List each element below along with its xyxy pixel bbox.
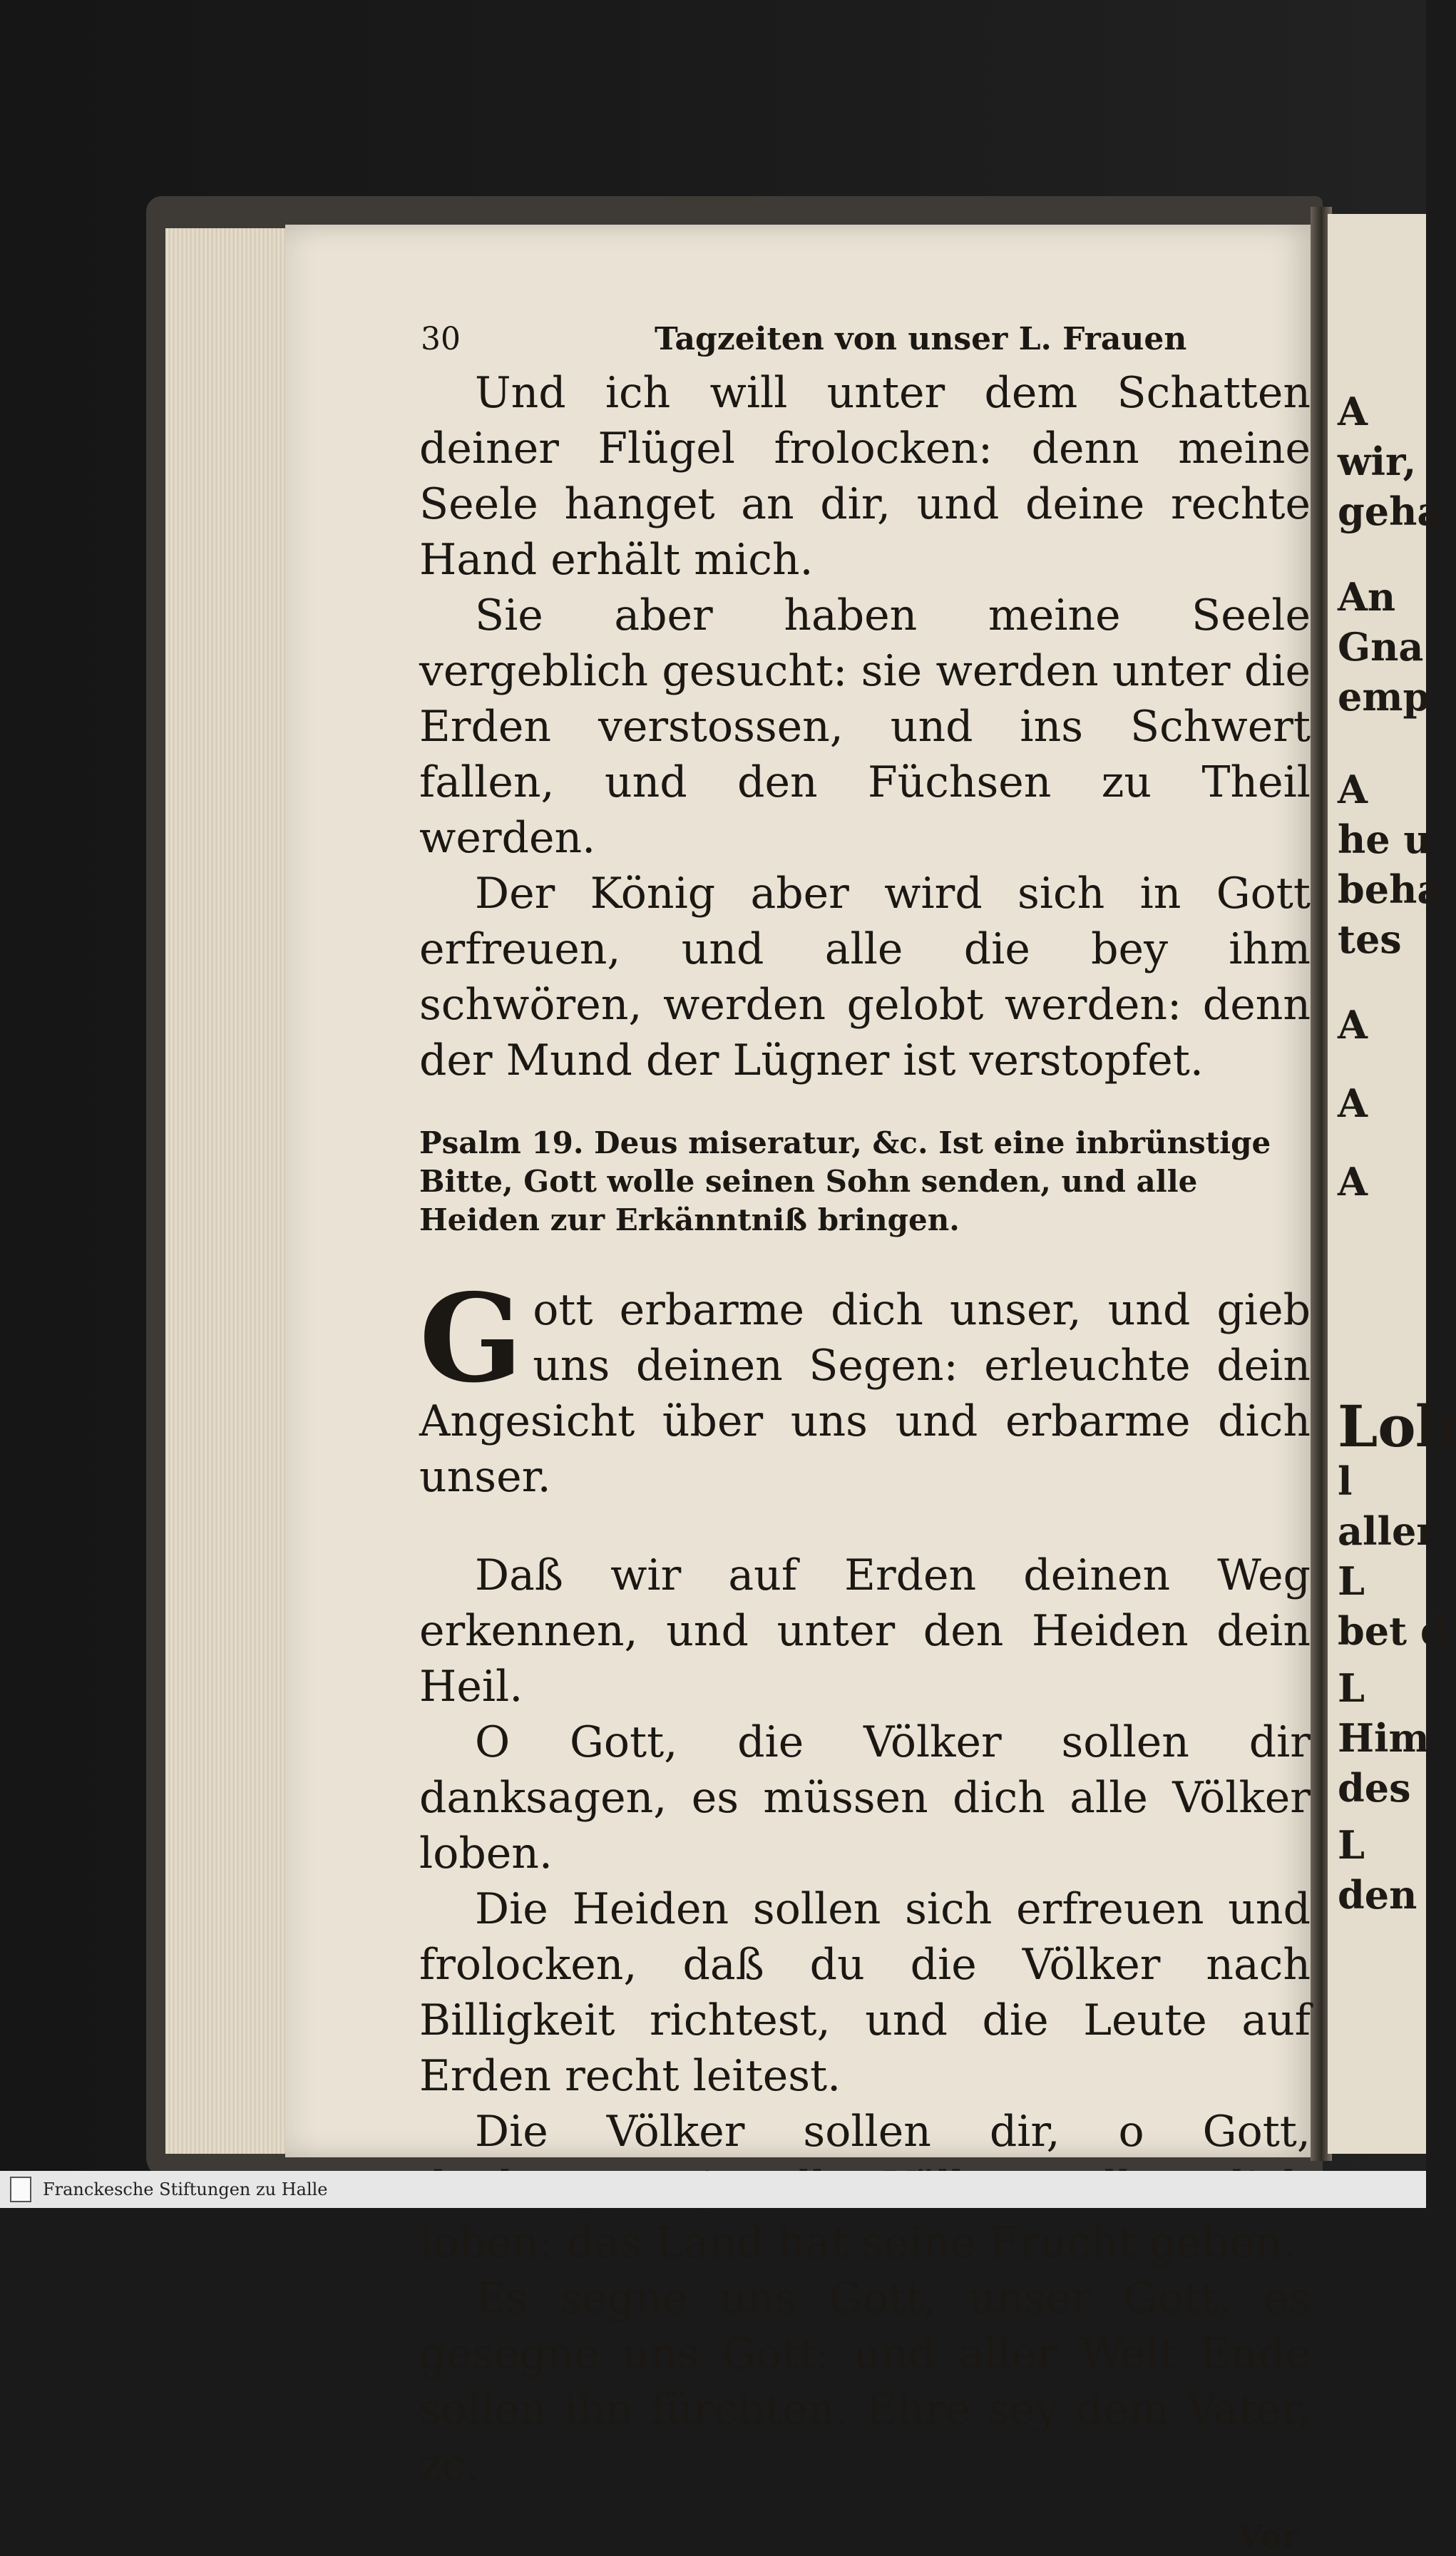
facing-fragment: bet d xyxy=(1338,1608,1447,1654)
opening-verse xyxy=(419,1267,1311,1505)
facing-fragment: A xyxy=(1338,1159,1368,1205)
verse: Sie aber haben meine Seele vergeblich gesucht: sie werden unter die Erden verstossen, und ins Schwert fallen, und den Füchsen zu Theil werden. xyxy=(419,591,1311,863)
facing-fragment: l xyxy=(1338,1458,1353,1504)
verse: Daß wir auf Erden deinen Weg erkennen, und unter den Heiden dein Heil. xyxy=(419,1550,1311,1712)
running-head xyxy=(419,314,1311,365)
verse: Der König aber wird sich in Gott erfreuen, und alle die bey ihm schwören, werden gelobt werden: denn der Mund der Lügner ist verstopfet. xyxy=(419,869,1311,1085)
facing-fragment: aller xyxy=(1338,1508,1437,1554)
facing-fragment: beha xyxy=(1338,867,1442,912)
opening-verse-text: ott erbarme dich unser, und gieb uns deinen Segen: erleuchte dein Angesicht über uns und erbarme dich unser. xyxy=(419,1285,1311,1502)
facing-fragment: Him xyxy=(1338,1715,1430,1761)
institution-logo-icon xyxy=(10,2177,31,2202)
facing-fragment: A xyxy=(1338,1002,1368,1048)
facing-fragment: tes xyxy=(1338,916,1402,962)
facing-fragment: emp xyxy=(1338,674,1430,720)
catchword: Vor xyxy=(1237,2517,1299,2556)
footer-bar xyxy=(0,2171,1426,2208)
verse: Die Völker sollen dir, o Gott, loben: das Land hat seine Frucht geben. xyxy=(419,2107,1311,2268)
verse: Die Heiden sollen sich erfreuen und frolocken, daß du die Völker nach Billigkeit richtest, und die Leute auf Erden recht leitest. xyxy=(419,1884,1311,2101)
facing-fragment: geha xyxy=(1338,489,1442,534)
facing-fragment: A xyxy=(1338,1080,1368,1126)
verse: Und ich will unter dem Schatten deiner Flügel frolocken: denn meine Seele hanget an dir, und deine rechte Hand erhält mich. xyxy=(419,368,1311,585)
facing-fragment: den xyxy=(1338,1872,1417,1918)
facing-fragment: A xyxy=(1338,767,1368,812)
verse: O Gott, die Völker sollen dir danksagen, es müssen dich alle Völker loben. xyxy=(419,1717,1311,1878)
facing-fragment: L xyxy=(1338,1822,1365,1868)
facing-fragment: Gna xyxy=(1338,624,1424,670)
facing-fragment: Lob xyxy=(1338,1393,1456,1460)
facing-fragment: he u xyxy=(1338,817,1432,862)
facing-fragment: L xyxy=(1338,1558,1365,1604)
facing-fragment: A xyxy=(1338,389,1368,434)
drop-cap-letter: G xyxy=(419,1267,523,1410)
page-stack-edge xyxy=(165,228,294,2154)
page-number: 30 xyxy=(421,321,461,357)
page-text-block xyxy=(419,314,1311,2556)
running-head-title: Tagzeiten von unser L. Frauen xyxy=(655,321,1187,357)
facing-fragment: wir, xyxy=(1338,439,1417,484)
psalm-heading-note: Psalm 19. Deus miseratur, &c. Ist eine inbrünstige Bitte, Gott wolle seinen Sohn senden, und alle Heiden zur Erkänntniß bringen. xyxy=(419,1125,1271,1237)
facing-page xyxy=(1328,214,1456,2154)
verse: Es segne uns Gott, unser Gott, es gesegne uns Gott: und aller Welt Ende sollen ihn fürchten. Ehre sey dem Vater, zc. xyxy=(419,2274,1311,2490)
facing-fragment: An xyxy=(1338,574,1396,620)
facing-fragment: L xyxy=(1338,1665,1365,1711)
institution-name: Franckesche Stiftungen zu Halle xyxy=(43,2179,328,2199)
facing-fragment: des xyxy=(1338,1765,1411,1811)
